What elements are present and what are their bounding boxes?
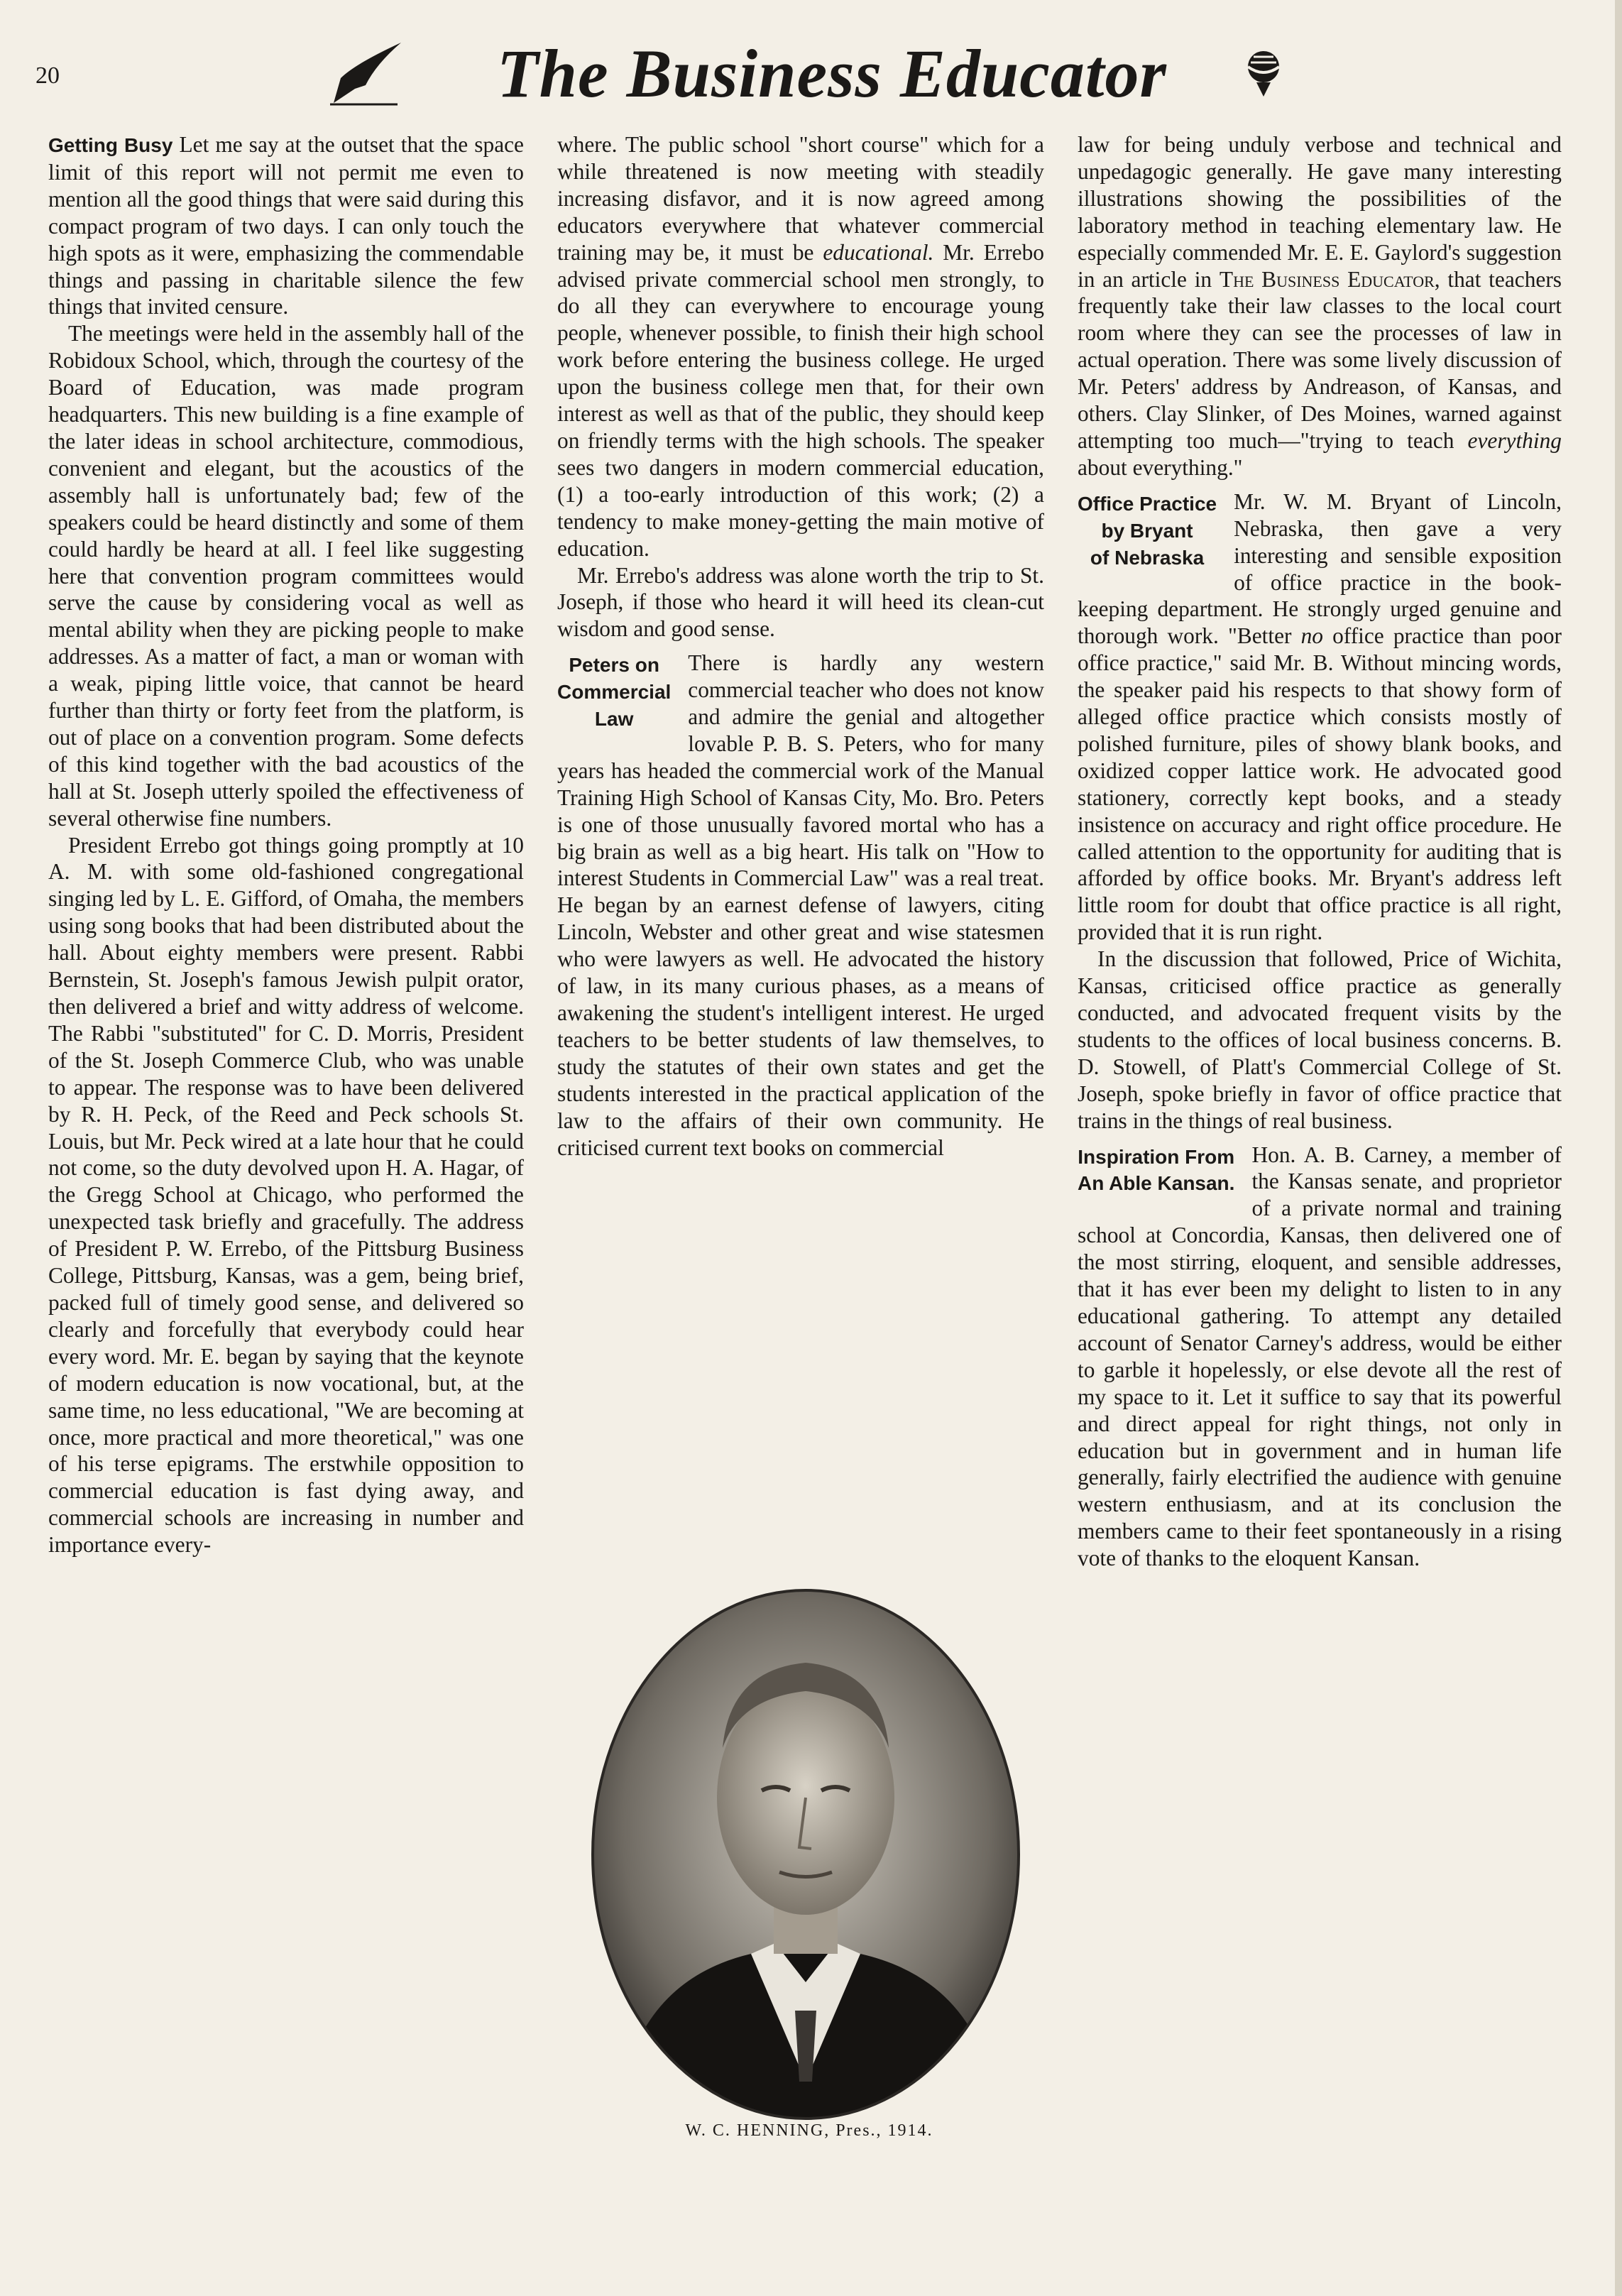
- masthead-title: The Business Educator: [497, 35, 1167, 111]
- paragraph-text: There is hardly any western commercial teacher who does not know and admire the genial and altogether lovable P. B. S. Peters, who for many years has headed the commercial work of the Manual Training High School of Kansas City, Mo. Bro. Peters is one of those unusually favored mortal who has a big brain as well as a big heart. His talk on "How to interest Students in Commercial Law" was a real treat. He began by an earnest defense of lawyers, citing Lincoln, Webster and other great and wise statesmen who were lawyers as well. He advocated the history of law, in its many curious phases, as a means of awakening the student's intelligent interest. He urged teachers to be better students of law themselves, to study the statutes of their own states and get the students interested in the practical application of the law to the affairs of their own community. He criticised current text books on commercial: [557, 650, 1044, 1160]
- page-edge-shadow: [1615, 0, 1622, 2296]
- paragraph-discussion: In the discussion that followed, Price of Wichita, Kansas, criticised office practice as generally conducted, and advocated frequent visits by the students to the offices of local business concerns. B. D. Stowell, of Platt's Commercial College of St. Joseph, spoke briefly in favor of office practice that trains in the things of real business.: [1078, 946, 1562, 1133]
- side-heading-line: An Able Kansan.: [1078, 1172, 1235, 1195]
- side-heading-line: by Bryant: [1101, 519, 1193, 542]
- paragraph-peters: [557, 650, 1044, 1161]
- paragraph-text: Hon. A. B. Carney, a member of the Kansas senate, and proprietor of a private normal and training school at Concordia, Kansas, then delivered one of the most stirring, eloquent, and sensible addresses, that it has ever been my delight to listen to in any educational gathering. To attempt any detailed account of Senator Carney's address, would be either to garble it hopelessly, or else devote all the rest of my space to it. Let it suffice to say that its powerful and direct appeal for right things, not only in education but in government and in human life generally, fairly electrified the audience with genuine western enthusiasm, and at its conclusion the members came to their feet spontaneously in a rising vote of thanks to the eloquent Kansan.: [1078, 1142, 1562, 1571]
- column-1: [48, 131, 524, 1558]
- text-run: where. The public school "short course" which for a while threatened is now meeting with steadily increasing disfavor, and it is now agreed among educators everywhere that whatever commercial training may be, it must be: [557, 132, 1044, 265]
- text-run: law for being unduly verbose and technical and unpedagogic generally. He gave many interesting illustrations showing the possibilities of the laboratory method in teaching elementary law. He especially commended Mr. E. E. Gaylord's suggestion in an article in: [1078, 132, 1562, 292]
- paragraph-law-continuation: [1078, 131, 1562, 481]
- paragraph-continuation: [557, 131, 1044, 562]
- paragraph-errebo-worth: Mr. Errebo's address was alone worth the trip to St. Joseph, if those who heard it will heed its clean-cut wisdom and good sense.: [557, 562, 1044, 642]
- paragraph-meetings: The meetings were held in the assembly hall of the Robidoux School, which, through the courtesy of the Board of Education, was made program headquarters. This new building is a fine example of the later ideas in school architecture, commodious, convenient and elegant, but the acoustics of the assembly hall is unfortunately bad; few of the speakers could be heard distinctly and some of them could hardly be heard at all. I feel like suggesting here that convention program committees would serve the cause by considering vocal as well as mental ability when they are picking people to make addresses. As a matter of fact, a man or woman with a weak, piping little voice, that cannot be heard further than thirty or forty feet from the platform, is out of place on a convention program. Some defects of this kind together with the bad acoustics of the hall at St. Joseph utterly spoiled the effectiveness of several otherwise fine numbers.: [48, 321, 524, 831]
- paragraph-errebo: President Errebo got things going promptly at 10 A. M. with some old-fashioned congregational singing led by L. E. Gifford, of Omaha, the members using song books that had been distributed about the hall. About eighty members were present. Rabbi Bernstein, St. Joseph's famous Jewish pulpit orator, then delivered a brief and witty address of welcome. The Rabbi "substituted" for C. D. Morris, President of the St. Joseph Commerce Club, who was unable to appear. The response was to have been delivered by R. H. Peck, of the Reed and Peck schools St. Louis, but Mr. Peck wired at a late hour that he could not come, so the duty devolved upon H. A. Hagar, of the Gregg School at Chicago, who performed the unexpected task briefly and gracefully. The address of President P. W. Errebo, of the Pittsburg Business College, Pittsburg, Kansas, was a gem, being brief, packed full of timely good sense, and delivered so clearly and forcefully that everybody could hear every word. Mr. E. began by saying that the keynote of modern education is now vocational, but, at the same time, no less educational, "We are becoming at once, more practical and more theoretical," was one of his terse epigrams. The erstwhile opposition to commercial education is fast dying away, and commercial schools are increasing in number and importance every-: [48, 832, 524, 1558]
- photo-caption: W. C. HENNING, Pres., 1914.: [685, 2121, 933, 2140]
- emblem-icon: [1235, 43, 1292, 99]
- quill-pen-icon: [327, 35, 405, 106]
- journal-name: The Business Educator: [1219, 266, 1435, 292]
- text-run: office practice than poor office practice," said Mr. B. Without mincing words, the speaker paid his respects to that showy form of alleged office practice which consists mostly of polished furniture, piles of showy blank books, and oxidized copper lattice work. He advocated good stationery, correctly kept books, and a steady insistence on accuracy and right office procedure. He called attention to the opportunity for auditing that is afforded by office books. Mr. Bryant's address left little room for doubt that office practice is all right, provided that it is run right.: [1078, 623, 1562, 945]
- side-heading-line: Office Practice: [1078, 492, 1217, 515]
- paragraph-text: Let me say at the outset that the space limit of this report will not permit me even to mention all the good things that were said during this compact program of two days. I can only touch the high spots as it were, emphasizing the commendable things and passing in charitable silence the few things that invited censure.: [48, 132, 524, 319]
- side-heading-line: Inspiration From: [1078, 1145, 1235, 1168]
- side-heading-line: Peters on: [569, 654, 659, 677]
- text-run: about everything.": [1078, 454, 1243, 480]
- side-heading-bryant: [1078, 491, 1217, 572]
- emphasis: everything: [1467, 427, 1562, 453]
- text-run: , that teachers frequently take their law classes to the local court room where they can see the processes of law in actual operation. There was some lively discussion of Mr. Peters' address by Andreason, of Kansas, and others. Clay Slinker, of Des Moines, warned against attempting too much—"trying to teach: [1078, 266, 1562, 453]
- column-2: [557, 131, 1044, 1161]
- emphasis: educational.: [823, 239, 934, 265]
- text-run: Mr. W. M. Bryant of Lincoln, Nebraska, then gave a very interesting and sensible exposition of office practice in the book-keeping department. He strongly urged genuine and thorough work. "Better: [1078, 488, 1562, 649]
- portrait-photo: [588, 1585, 1024, 2124]
- run-in-heading: Getting Busy: [48, 134, 173, 156]
- side-heading-peters: [557, 652, 671, 733]
- side-heading-line: of Nebraska: [1090, 546, 1205, 569]
- side-heading-carney: [1078, 1144, 1234, 1198]
- side-heading-line: Law: [594, 708, 634, 731]
- paragraph-carney: [1078, 1142, 1562, 1573]
- text-run: Mr. Errebo advised private commercial school men strongly, to do all they can everywhere to encourage young people, whenever possible, to finish their high school work before entering the business college. He urged upon the business college men that, for their own interest as well as that of the public, they should keep on friendly terms with the high schools. The speaker sees two dangers in modern commercial education, (1) a too-early introduction of this work; (2) a tendency to make money-getting the main motive of education.: [557, 239, 1044, 561]
- side-heading-line: Commercial: [557, 681, 672, 704]
- page-number: 20: [35, 62, 60, 89]
- column-3: [1078, 131, 1562, 1572]
- paragraph-getting-busy: [48, 131, 524, 320]
- paragraph-bryant: [1078, 488, 1562, 946]
- emphasis: no: [1300, 623, 1323, 649]
